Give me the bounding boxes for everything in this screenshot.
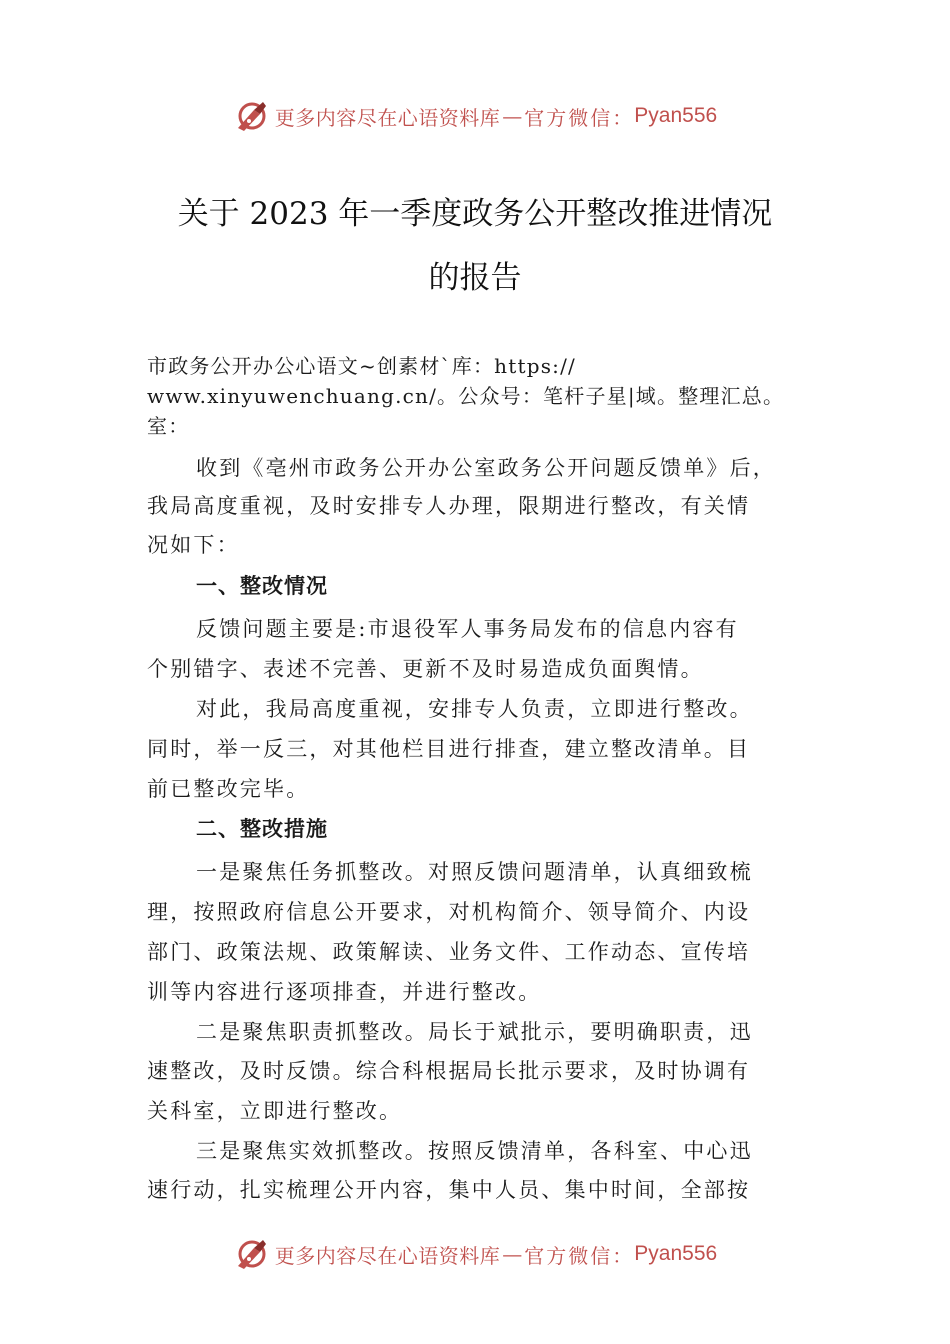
- document-title-line-1: 关于 2023 年一季度政务公开整改推进情况: [177, 196, 773, 232]
- banner-wechat-label: 官方微信：: [524, 105, 635, 130]
- banner-text: 更多内容尽在心语资料库: [274, 105, 501, 130]
- paragraph-line: 三是聚焦实效抓整改。按照反馈清单，各科室、中心迅: [196, 1139, 753, 1163]
- paragraph-line: 训等内容进行逐项排查，并进行整改。: [147, 980, 542, 1004]
- paragraph-line: 速整改，及时反馈。综合科根据局长批示要求，及时协调有: [147, 1059, 751, 1083]
- paragraph-line: 关科室，立即进行整改。: [147, 1099, 403, 1123]
- source-line-1: 市政务公开办公心语文~创素材`库：https://: [147, 354, 576, 378]
- section-heading-2: 二、整改措施: [196, 817, 328, 841]
- banner-dash: —: [502, 104, 523, 128]
- paragraph-line: 速行动，扎实梳理公开内容，集中人员、集中时间，全部按: [147, 1178, 751, 1202]
- footer-watermark-banner: [0, 1234, 950, 1274]
- pen-nib-logo-icon: [233, 98, 271, 134]
- paragraph-line: 个别错字、表述不完善、更新不及时易造成负面舆情。: [147, 657, 704, 681]
- paragraph-line: 理，按照政府信息公开要求，对机构简介、领导简介、内设: [147, 900, 751, 924]
- banner-text: 更多内容尽在心语资料库: [274, 1243, 501, 1268]
- pen-nib-logo-icon: [233, 1236, 271, 1272]
- paragraph-line: 收到《亳州市政务公开办公室政务公开问题反馈单》后，: [196, 456, 776, 480]
- banner-wechat-label: 官方微信：: [524, 1243, 635, 1268]
- paragraph-line: 二是聚焦职责抓整改。局长于斌批示，要明确职责，迅: [196, 1020, 753, 1044]
- paragraph-line: 我局高度重视，及时安排专人办理，限期进行整改，有关情: [147, 494, 751, 518]
- paragraph-line: 况如下：: [147, 533, 240, 557]
- section-heading-1: 一、整改情况: [196, 574, 328, 598]
- paragraph-line: 同时，举一反三，对其他栏目进行排查，建立整改清单。目: [147, 737, 751, 761]
- banner-wechat-id: Pyan556: [634, 1242, 718, 1265]
- source-line-2: www.xinyuwenchuang.cn/。公众号：笔杆子星|域。整理汇总。: [147, 384, 785, 408]
- banner-dash: —: [502, 1242, 523, 1266]
- paragraph-line: 一是聚焦任务抓整改。对照反馈问题清单，认真细致梳: [196, 860, 753, 884]
- source-line-3: 室：: [147, 414, 190, 438]
- paragraph-line: 反馈问题主要是:市退役军人事务局发布的信息内容有: [196, 617, 739, 641]
- header-watermark-banner: [0, 96, 950, 136]
- banner-wechat-id: Pyan556: [634, 104, 718, 127]
- paragraph-line: 对此，我局高度重视，安排专人负责，立即进行整改。: [196, 697, 753, 721]
- paragraph-line: 前已整改完毕。: [147, 777, 310, 801]
- paragraph-line: 部门、政策法规、政策解读、业务文件、工作动态、宣传培: [147, 940, 751, 964]
- document-title-line-2: 的报告: [428, 260, 522, 296]
